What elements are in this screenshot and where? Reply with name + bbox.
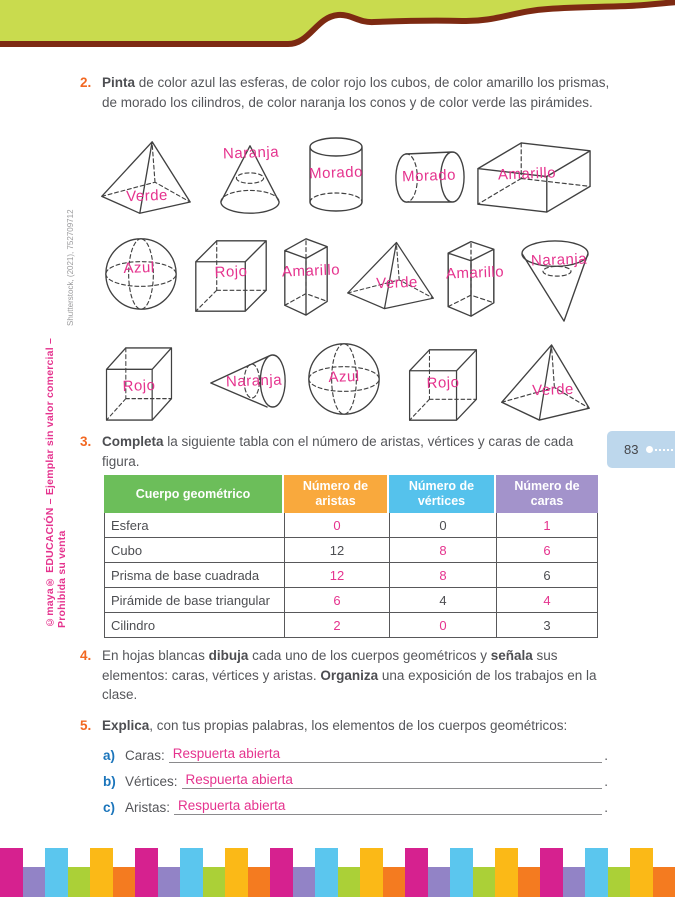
footer-bar — [203, 867, 226, 897]
figure-color-label: Naranja — [530, 250, 587, 269]
page-number-badge — [607, 431, 675, 468]
figure-color-label: Amarillo — [281, 261, 341, 281]
table-cell-value-handwritten: 8 — [389, 563, 496, 588]
footer-bar — [0, 848, 23, 897]
figure-color-label: Morado — [308, 163, 364, 183]
table-cell-name: Pirámide de base triangular — [104, 588, 284, 613]
table-cell-name: Esfera — [104, 513, 284, 538]
footer-bar — [360, 848, 383, 897]
figure-color-label: Rojo — [122, 376, 156, 395]
figure-color-label: Verde — [376, 274, 419, 293]
table-cell-value-handwritten: 1 — [496, 513, 598, 538]
table-cell-value-handwritten: 0 — [284, 513, 389, 538]
answer-letter: b) — [103, 774, 116, 789]
footer-bar — [315, 848, 338, 897]
footer-bar — [585, 848, 608, 897]
answer-row — [103, 737, 608, 763]
figure-cylinder-h — [392, 148, 466, 206]
footer-bar — [45, 848, 68, 897]
table-cell-value: 3 — [496, 613, 598, 638]
table-cell-value: 6 — [496, 563, 598, 588]
top-wave-decoration — [0, 0, 675, 56]
table-cell-name: Prisma de base cuadrada — [104, 563, 284, 588]
figure-color-label: Amarillo — [497, 164, 557, 184]
exercise-2-number: 2. — [80, 75, 92, 90]
footer-bar — [180, 848, 203, 897]
footer-bar — [450, 848, 473, 897]
exercise-5-text: Explica, con tus propias palabras, los elementos de los cuerpos geométricos: — [102, 718, 568, 733]
table-cell-value-handwritten: 2 — [284, 613, 389, 638]
table-row — [104, 538, 598, 563]
footer-bar — [270, 848, 293, 897]
figure-cube — [103, 344, 175, 424]
figure-prism-tall — [443, 234, 505, 320]
footer-bar — [518, 867, 541, 897]
footer-bar — [608, 867, 631, 897]
table-header-cell: Cuerpo geométrico — [104, 475, 284, 513]
answer-line: Respuerta abierta — [169, 746, 602, 763]
figure-pyramid — [498, 341, 592, 425]
footer-bar — [540, 848, 563, 897]
exercise-5-answers — [103, 737, 608, 815]
footer-bar — [428, 867, 451, 897]
table-cell-value: 0 — [389, 513, 496, 538]
exercise-4 — [80, 646, 610, 705]
exercise-2-text: Pinta de color azul las esferas, de color rojo los cubos, de color amarillo los prismas, de morado los cilindros, de color naranja los conos y de color verde las pirámides. — [102, 75, 610, 110]
figure-pyramid — [344, 239, 436, 313]
badge-dot-icon — [646, 446, 653, 453]
table-cell-value-handwritten: 6 — [496, 538, 598, 563]
table-cell-value-handwritten: 8 — [389, 538, 496, 563]
figure-cylinder-v — [307, 136, 365, 216]
footer-bar — [495, 848, 518, 897]
figure-cube — [406, 346, 480, 424]
answer-period: . — [604, 748, 608, 763]
figure-sphere — [103, 236, 179, 312]
table-cell-name: Cilindro — [104, 613, 284, 638]
exercise-2 — [80, 73, 610, 112]
answer-line: Respuerta abierta — [174, 798, 602, 815]
figure-cone-down — [519, 238, 591, 324]
table-header-cell: Número de vértices — [389, 475, 496, 513]
table-cell-value: 4 — [389, 588, 496, 613]
figure-prism-tall — [280, 231, 341, 319]
footer-bar — [113, 867, 136, 897]
answer-period: . — [604, 800, 608, 815]
figure-color-label: Azul — [123, 258, 156, 277]
figure-cube — [192, 237, 270, 315]
footer-bar — [158, 867, 181, 897]
figure-color-label: Azul — [328, 368, 360, 387]
figure-color-label: Verde — [531, 380, 574, 399]
footer-bar — [563, 867, 586, 897]
sidebar-photo-credit: Shutterstock, (2021), 752709712 — [66, 209, 75, 326]
page-number: 83 — [624, 442, 639, 457]
table-row — [104, 563, 598, 588]
figure-color-label: Naranja — [222, 143, 280, 163]
footer-bar — [90, 848, 113, 897]
figure-box-wide — [474, 139, 594, 216]
footer-bar — [338, 867, 361, 897]
figure-color-label: Rojo — [214, 263, 248, 282]
exercise-3-text: Completa la siguiente tabla con el número de aristas, vértices y caras de cada figura. — [102, 434, 574, 469]
answer-label: Caras: — [125, 748, 165, 763]
table-row — [104, 588, 598, 613]
footer-bar — [135, 848, 158, 897]
exercise-4-text: En hojas blancas dibuja cada uno de los cuerpos geométricos y señala sus elementos: caras, vértices y aristas. Organiza una exposición de los trabajos en la clase. — [102, 648, 597, 703]
footer-bar — [225, 848, 248, 897]
figure-color-label: Rojo — [426, 374, 460, 393]
exercise-5 — [80, 716, 610, 736]
answer-label: Aristas: — [125, 800, 171, 815]
table-cell-value-handwritten: 4 — [496, 588, 598, 613]
figure-color-label: Amarillo — [446, 263, 505, 283]
footer-bar — [473, 867, 496, 897]
exercise-5-number: 5. — [80, 718, 92, 733]
table-header-row — [104, 475, 598, 513]
answer-row — [103, 789, 608, 815]
answer-letter: c) — [103, 800, 116, 815]
answer-label: Vértices: — [125, 774, 178, 789]
sidebar-copyright-text: ©maya® EDUCACIÓN – Ejemplar sin valor comercial – Prohibida su venta — [44, 338, 68, 628]
figure-color-label: Naranja — [226, 371, 283, 391]
footer-bar — [68, 867, 91, 897]
table-cell-name: Cubo — [104, 538, 284, 563]
figure-color-label: Morado — [401, 166, 457, 186]
answer-row — [103, 763, 608, 789]
table-cell-value-handwritten: 0 — [389, 613, 496, 638]
pyramid-drawing — [98, 138, 193, 218]
figure-sphere — [306, 341, 382, 417]
figure-pyramid — [98, 138, 193, 218]
figure-cone-up — [218, 143, 282, 217]
exercise-3 — [80, 432, 610, 471]
footer-bar — [630, 848, 653, 897]
footer-bar — [248, 867, 271, 897]
answer-period: . — [604, 774, 608, 789]
table-row — [104, 613, 598, 638]
table-cell-value: 12 — [284, 538, 389, 563]
footer-bar — [653, 867, 675, 897]
table-cell-value-handwritten: 12 — [284, 563, 389, 588]
footer-bar — [405, 848, 428, 897]
footer-bar — [293, 867, 316, 897]
answer-letter: a) — [103, 748, 116, 763]
table-cell-value-handwritten: 6 — [284, 588, 389, 613]
footer-bar — [23, 867, 46, 897]
geometry-table — [104, 475, 598, 638]
exercise-3-number: 3. — [80, 434, 92, 449]
footer-bars-decoration — [0, 846, 675, 897]
table-header-cell: Número de caras — [496, 475, 598, 513]
footer-bar — [383, 867, 406, 897]
table-row — [104, 513, 598, 538]
exercise-4-number: 4. — [80, 648, 92, 663]
answer-line: Respuerta abierta — [182, 772, 603, 789]
table-header-cell: Número de aristas — [284, 475, 389, 513]
badge-dotted-line — [655, 449, 673, 451]
figure-color-label: Verde — [126, 186, 169, 205]
figure-cone-left — [208, 351, 288, 411]
